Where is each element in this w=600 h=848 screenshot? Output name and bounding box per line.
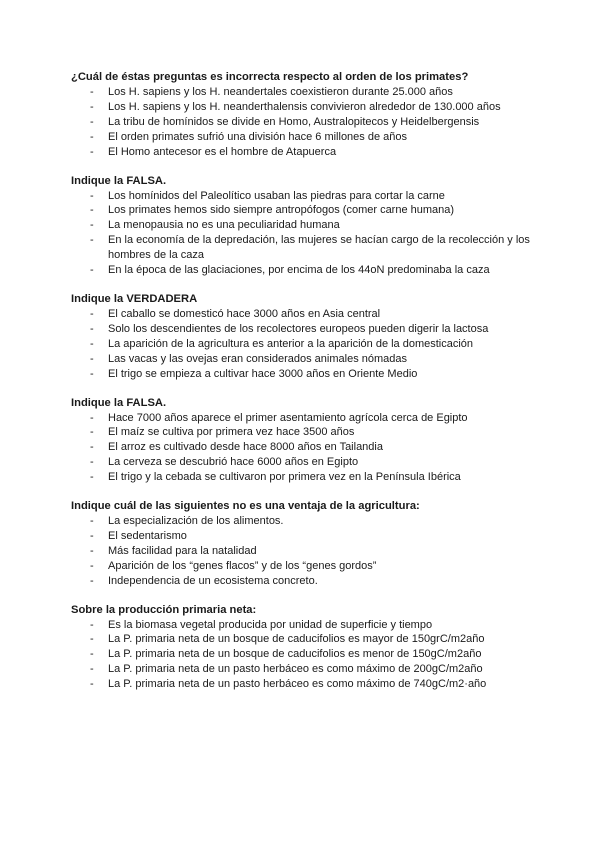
option-item: - La P. primaria neta de un pasto herbáceo es como máximo de 740gC/m2·año	[71, 677, 541, 692]
option-item: - Solo los descendientes de los recolectores europeos pueden digerir la lactosa	[71, 322, 541, 337]
question-5	[71, 499, 541, 589]
option-item: - El Homo antecesor es el hombre de Atapuerca	[71, 145, 541, 160]
option-item: - La aparición de la agricultura es anterior a la aparición de la domesticación	[71, 337, 541, 352]
option-item: - Hace 7000 años aparece el primer asentamiento agrícola cerca de Egipto	[71, 411, 541, 426]
question-4	[71, 396, 541, 486]
option-item: - La menopausia no es una peculiaridad humana	[71, 218, 541, 233]
option-item: - El sedentarismo	[71, 529, 541, 544]
option-item: - Más facilidad para la natalidad	[71, 544, 541, 559]
option-list	[71, 307, 541, 382]
option-item: - El caballo se domesticó hace 3000 años en Asia central	[71, 307, 541, 322]
option-list	[71, 618, 541, 693]
question-title: ¿Cuál de éstas preguntas es incorrecta respecto al orden de los primates?	[71, 71, 469, 83]
question-title: Indique la VERDADERA	[71, 292, 198, 305]
option-item: - El trigo se empieza a cultivar hace 3000 años en Oriente Medio	[71, 367, 541, 382]
option-item: - El arroz es cultivado desde hace 8000 años en Tailandia	[71, 440, 541, 455]
question-3	[71, 292, 541, 382]
option-item: - La tribu de homínidos se divide en Homo, Australopitecos y Heidelbergensis	[71, 115, 541, 130]
option-item: - La especialización de los alimentos.	[71, 514, 541, 529]
question-title: Indique cuál de las siguientes no es una ventaja de la agricultura:	[71, 500, 420, 513]
option-item: - La cerveza se descubrió hace 6000 años en Egipto	[71, 455, 541, 470]
option-item: - La P. primaria neta de un bosque de caducifolios es menor de 150gC/m2año	[71, 647, 541, 662]
question-2	[71, 174, 541, 278]
question-1	[71, 70, 541, 160]
option-item: - En la época de las glaciaciones, por encima de los 44oN predominaba la caza	[71, 263, 541, 278]
option-list	[71, 85, 541, 160]
option-item: - Los H. sapiens y los H. neandertales coexistieron durante 25.000 años	[71, 85, 541, 100]
option-item: - Los primates hemos sido siempre antropófogos (comer carne humana)	[71, 203, 541, 218]
option-item: - Los homínidos del Paleolítico usaban las piedras para cortar la carne	[71, 189, 541, 204]
document-page	[71, 70, 541, 706]
option-item: - La P. primaria neta de un pasto herbáceo es como máximo de 200gC/m2año	[71, 662, 541, 677]
option-item: - En la economía de la depredación, las mujeres se hacían cargo de la recolección y los hombres de la caza	[71, 233, 541, 263]
question-6	[71, 603, 541, 693]
question-title: Sobre la producción primaria neta:	[71, 603, 257, 616]
option-item: - El trigo y la cebada se cultivaron por primera vez en la Península Ibérica	[71, 470, 541, 485]
option-item: - El orden primates sufrió una división hace 6 millones de años	[71, 130, 541, 145]
option-list	[71, 189, 541, 278]
option-list	[71, 411, 541, 486]
option-item: - Los H. sapiens y los H. neanderthalensis convivieron alrededor de 130.000 años	[71, 100, 541, 115]
question-title: Indique la FALSA.	[71, 174, 167, 187]
option-list	[71, 514, 541, 589]
option-item: - Las vacas y las ovejas eran considerados animales nómadas	[71, 352, 541, 367]
option-item: - Aparición de los “genes flacos” y de los “genes gordos”	[71, 559, 541, 574]
option-item: - La P. primaria neta de un bosque de caducifolios es mayor de 150grC/m2año	[71, 632, 541, 647]
option-item: - Es la biomasa vegetal producida por unidad de superficie y tiempo	[71, 618, 541, 633]
option-item: - El maíz se cultiva por primera vez hace 3500 años	[71, 425, 541, 440]
question-title: Indique la FALSA.	[71, 396, 167, 409]
option-item: - Independencia de un ecosistema concreto.	[71, 574, 541, 589]
